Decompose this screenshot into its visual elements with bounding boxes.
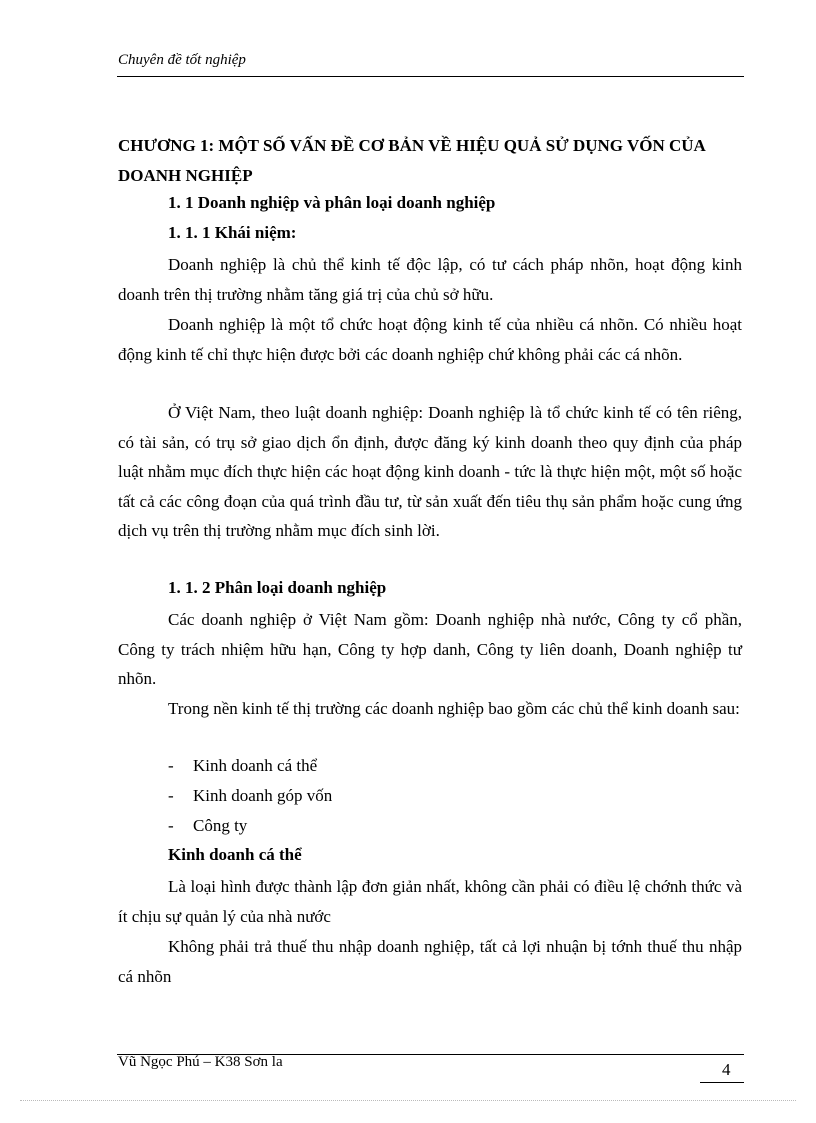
page-edge-dotted-line <box>20 1100 796 1101</box>
paragraph-market-subjects: Trong nền kinh tế thị trường các doanh nghiệp bao gồm các chủ thể kinh doanh sau: <box>168 699 740 718</box>
paragraph-enterprise-types: Các doanh nghiệp ở Việt Nam gồm: Doanh nghiệp nhà nước, Công ty cổ phần, Công ty trách nhiệm hữu hạn, Công ty hợp danh, Công ty liên doanh, Doanh nghiệp tư nhõn. <box>118 610 742 688</box>
bullet-dash: - <box>168 816 174 835</box>
section-heading-1-1: 1. 1 Doanh nghiệp và phân loại doanh nghiệp <box>168 193 496 212</box>
header-divider <box>117 76 744 77</box>
paragraph-individual-business: Là loại hình được thành lập đơn giản nhất, không cần phải có điều lệ chớnh thức và ít chịu sự quản lý của nhà nước <box>118 877 742 926</box>
subheading-individual-business: Kinh doanh cá thể <box>168 845 302 864</box>
chapter-title: CHƯƠNG 1: MỘT SỐ VẤN ĐỀ CƠ BẢN VỀ HIỆU QUẢ SỬ DỤNG VỐN CỦA DOANH NGHIỆP <box>118 136 705 185</box>
section-heading-1-1-2: 1. 1. 2 Phân loại doanh nghiệp <box>168 578 387 597</box>
header-title: Chuyên đề tốt nghiệp <box>118 52 246 68</box>
list-item-text: Công ty <box>193 816 248 835</box>
section-heading-1-1-1: 1. 1. 1 Khái niệm: <box>168 223 297 242</box>
bullet-dash: - <box>168 756 174 775</box>
bullet-dash: - <box>168 786 174 805</box>
paragraph-organization: Doanh nghiệp là một tổ chức hoạt động kinh tế của nhiều cá nhõn. Có nhiều hoạt động kinh tế chỉ thực hiện được bởi các doanh nghiệp chứ không phải các cá nhõn. <box>118 315 742 364</box>
list-item-text: Kinh doanh cá thể <box>193 756 318 775</box>
footer-author: Vũ Ngọc Phú – K38 Sơn la <box>118 1054 283 1070</box>
paragraph-vietnam-law: Ở Việt Nam, theo luật doanh nghiệp: Doanh nghiệp là tổ chức kinh tế có tên riêng, có tài sản, có trụ sở giao dịch ổn định, được đăng ký kinh doanh theo quy định của pháp luật nhằm mục đích thực hiện các hoạt động kinh doanh - tức là thực hiện một, một số hoặc tất cả các công đoạn của quá trình đầu tư, từ sản xuất đến tiêu thụ sản phẩm hoặc cung ứng dịch vụ trên thị trường nhằm mục đích sinh lời. <box>118 403 742 540</box>
paragraph-tax: Không phải trả thuế thu nhập doanh nghiệp, tất cả lợi nhuận bị tớnh thuế thu nhập cá nhõn <box>118 937 742 986</box>
page-number-underline <box>700 1082 744 1083</box>
list-item <box>168 786 332 806</box>
page-number: 4 <box>722 1060 731 1079</box>
paragraph-definition: Doanh nghiệp là chủ thể kinh tế độc lập, có tư cách pháp nhõn, hoạt động kinh doanh trên thị trường nhằm tăng giá trị của chủ sở hữu. <box>118 255 742 304</box>
list-item-text: Kinh doanh góp vốn <box>193 786 333 805</box>
list-item <box>168 816 247 836</box>
list-item <box>168 756 317 776</box>
